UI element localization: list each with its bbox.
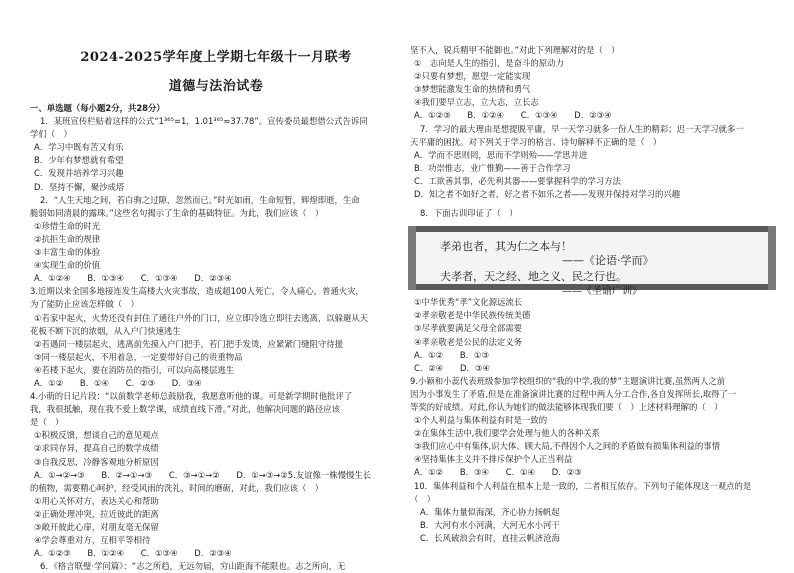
text-line: A．①②③ B．①②④ C．①③④ D．②③④ [34, 548, 232, 559]
text-line: ②若遇同一楼层起火，逃离前先摸入户门把手，若门把手发烫，应紧紧门缝阻守待援 [34, 338, 344, 349]
quote-source-2: ——《圣谕广训》 [562, 286, 642, 298]
text-line: 学们（ ） [30, 129, 72, 140]
text-line: A．①②③ B．①②④ C．①③④ D．②③④ [414, 110, 612, 121]
text-line: ②正确处理冲突，拉近彼此的距离 [34, 508, 159, 519]
quote-line-1: 孝弟也者，其为仁之本与！ [440, 240, 572, 254]
text-line: 3.近期以来全国多地接连发生高楼大火灾事故，造成超100人死亡，令人痛心，普通火灾， [30, 286, 364, 297]
text-line: D．坚持不懈，聚沙成塔 [34, 181, 125, 192]
text-line: 7．学习的最大理由是想提脱平庸，早一天学习就多一份人生的精彩；迟一天学习就多一 [420, 123, 744, 134]
text-line: ①用心关怀对方，表达关心和帮助 [34, 495, 159, 506]
text-line: ③丰富生命的体验 [34, 247, 101, 258]
text-line: ① 志向是人生的指引，是奋斗的原动力 [414, 58, 564, 69]
text-line: ③敞开彼此心扉，对朋友毫无保留 [34, 522, 159, 532]
text-line: 2．“人生天地之间，若白驹之过隙，忽然而已。”时光如雨，生命短暂，辉煌即逝，生命 [40, 194, 360, 205]
text-line: 脆弱如同清晨的露珠。”这些名句揭示了生命的基础特征。为此，我们应该（ ） [30, 207, 324, 218]
quote-line-2: 夫孝者，天之经、地之义、民之行也。 [440, 270, 627, 284]
text-line: C．工欲善其事，必先利其器——要掌握科学的学习方法 [414, 175, 621, 186]
text-line: A．学习中既有苦又有乐 [34, 142, 124, 153]
text-line: ④学会尊重对方，互相平等相待 [34, 535, 151, 546]
text-line: ③同一楼层起火，不用着急，一定要带好自己的贵重物品 [34, 351, 243, 362]
left-column [30, 46, 402, 573]
text-line: 8．下面古训印证了（ ） [420, 208, 518, 219]
text-line: 我，我很抵触，现在我不爱上数学课，成绩直线下滑。”对此，他解决问题的路径应该 [30, 404, 341, 415]
text-line: A．①→②→③ B．②→①→③ C．③→①→② D．①→③→②5.友谊像一株慢慢生长 [34, 469, 372, 480]
text-line: ①积极反馈，想谈自己的意见观点 [34, 430, 159, 441]
text-line: 天平庸的困扰。对下列关于学习的格言、诗句解释不正确的是（ ） [410, 136, 662, 147]
text-line: B．功崇惟志，业广惟勤——善于合作学习 [414, 162, 571, 173]
text-line: ③自我反思，冷静客观地分析原因 [34, 456, 159, 467]
quote-source-1: ——《论语·学而》 [562, 254, 654, 268]
text-line: 6．《格言联璧·学问篇》：“志之所趋，无远勿届，穷山距海不能限也。志之所向，无 [40, 561, 346, 572]
text-line: 是（ ） [30, 417, 64, 428]
text-line: ②抗拒生命的规律 [34, 233, 101, 244]
text-line: ②只要有梦想，愿望一定能实现 [414, 71, 531, 82]
text-line: ④坚持集体主义并不排斥保护个人正当利益 [414, 454, 573, 465]
text-line: （ ） [410, 493, 436, 504]
text-line: 等奖的好成绩。对此,你认为她们的做法能够体现我们要（ ）上述材料理解的（ ） [410, 401, 723, 412]
text-line: A．①② B．①④ C．②③ D．③④ [34, 377, 202, 388]
text-line: ④孝亲敬老是公民的法定义务 [414, 336, 523, 347]
text-line: ③尽孝就要满足父母全部需要 [414, 323, 523, 334]
exam-subtitle: 道德与法治试卷 [168, 79, 264, 94]
text-line: 10．集体利益和个人利益在根本上是一致的，二者相互依存。下列句子能体现这一观点的是 [414, 480, 752, 491]
text-line: ③我们应心中有集体,识大体、顾大局,不得因个人之间的矛盾做有损集体利益的事情 [414, 441, 720, 452]
scroll-left-end [408, 226, 416, 290]
text-line: 一、单选题（每小题2分，共28分） [30, 103, 165, 113]
text-line: ①个人利益与集体利益有时是一致的 [414, 415, 548, 426]
text-line: 1．某班宣传栏贴着这样的公式“1³⁶⁵=1，1.01³⁶⁵≈37.78”。宣传委员最想借公式告诉同 [40, 116, 368, 127]
text-line: A．①② B．③④ C．①④ D．②③ [414, 467, 582, 478]
right-question-lines [410, 44, 782, 220]
text-line: C．长风破浪会有时，直挂云帆济沧海 [420, 532, 560, 543]
classical-quote-scroll [412, 226, 772, 298]
left-question-lines [30, 102, 402, 573]
text-line: 坚不入，锐兵精甲不能御也。”对此下列理解对的是（ ） [410, 45, 620, 55]
text-line: 的植物，需要精心呵护，经受风雨的洗礼，时间的磨砺，对此，我们应该（ ） [30, 482, 324, 493]
text-line: ③梦想能激发生命的热情和勇气 [414, 84, 531, 95]
right-column [410, 44, 782, 545]
text-line: 4.小萌的日记片段：“以前数学老师总鼓励我，我愿意听他的课。可是新学期时他批评了 [30, 391, 353, 402]
text-line: ②在集体生活中,我们要学会处理与他人的各种关系 [414, 428, 601, 439]
text-line: 花板不断下沉的浓烟，从入户门快速逃生 [30, 325, 181, 336]
text-line: A．①② B．①③ [414, 349, 490, 360]
text-line: B．少年有梦想就有希望 [34, 155, 124, 166]
exam-title: 2024-2025学年度上学期七年级十一月联考 [80, 50, 352, 65]
text-line: ①若家中起火，火势还没有封住了通往户外的门口，应立即冷选立即往去逃离，以躲避从天 [34, 312, 369, 323]
right-question-lines-after [410, 296, 782, 545]
scroll-right-end [768, 226, 776, 290]
text-line: 9.小颖和小蕊代表班级参加学校组织的“我的中学,我的梦”主题演讲比赛,虽然两人之前 [410, 375, 726, 386]
text-line: ①珍惜生命的时光 [34, 220, 101, 231]
text-line: A．集体力量似海深，齐心协力扬帆起 [420, 506, 560, 517]
text-line: ④若楼下起火，要在消防员的指引，可以向高楼层逃生 [34, 364, 235, 375]
text-line: C．发现并培养学习兴趣 [34, 168, 124, 179]
text-line: B．大河有水小河满，大河无水小河干 [420, 519, 560, 530]
text-line: ④实现生命的价值 [34, 260, 101, 271]
text-line: A．学而不思则罔，思而不学则殆——学思并进 [414, 149, 588, 160]
text-line: A．①②④ B．①③④ C．①③④ D．②③④ [34, 273, 232, 284]
text-line: ②孝亲敬老是中华民族传统美德 [414, 310, 531, 321]
text-line: ④我们要早立志，立大志，立长志 [414, 97, 539, 108]
text-line: 因为小事发生了矛盾,但是在准备演讲比赛的过程中两人分工合作,各自发挥所长,取得了一 [410, 388, 737, 399]
text-line: C．②④ D．③④ [414, 362, 490, 373]
text-line: D．知之者不如好之者，好之者不如乐之者——发现并保持对学习的兴趣 [414, 189, 681, 200]
text-line: ①中华优秀“孝”文化源远流长 [414, 297, 523, 308]
text-line: 为了能防止应该怎样做（ ） [30, 299, 139, 310]
text-line: ②求同存异，提高自己的数学成绩 [34, 443, 159, 454]
